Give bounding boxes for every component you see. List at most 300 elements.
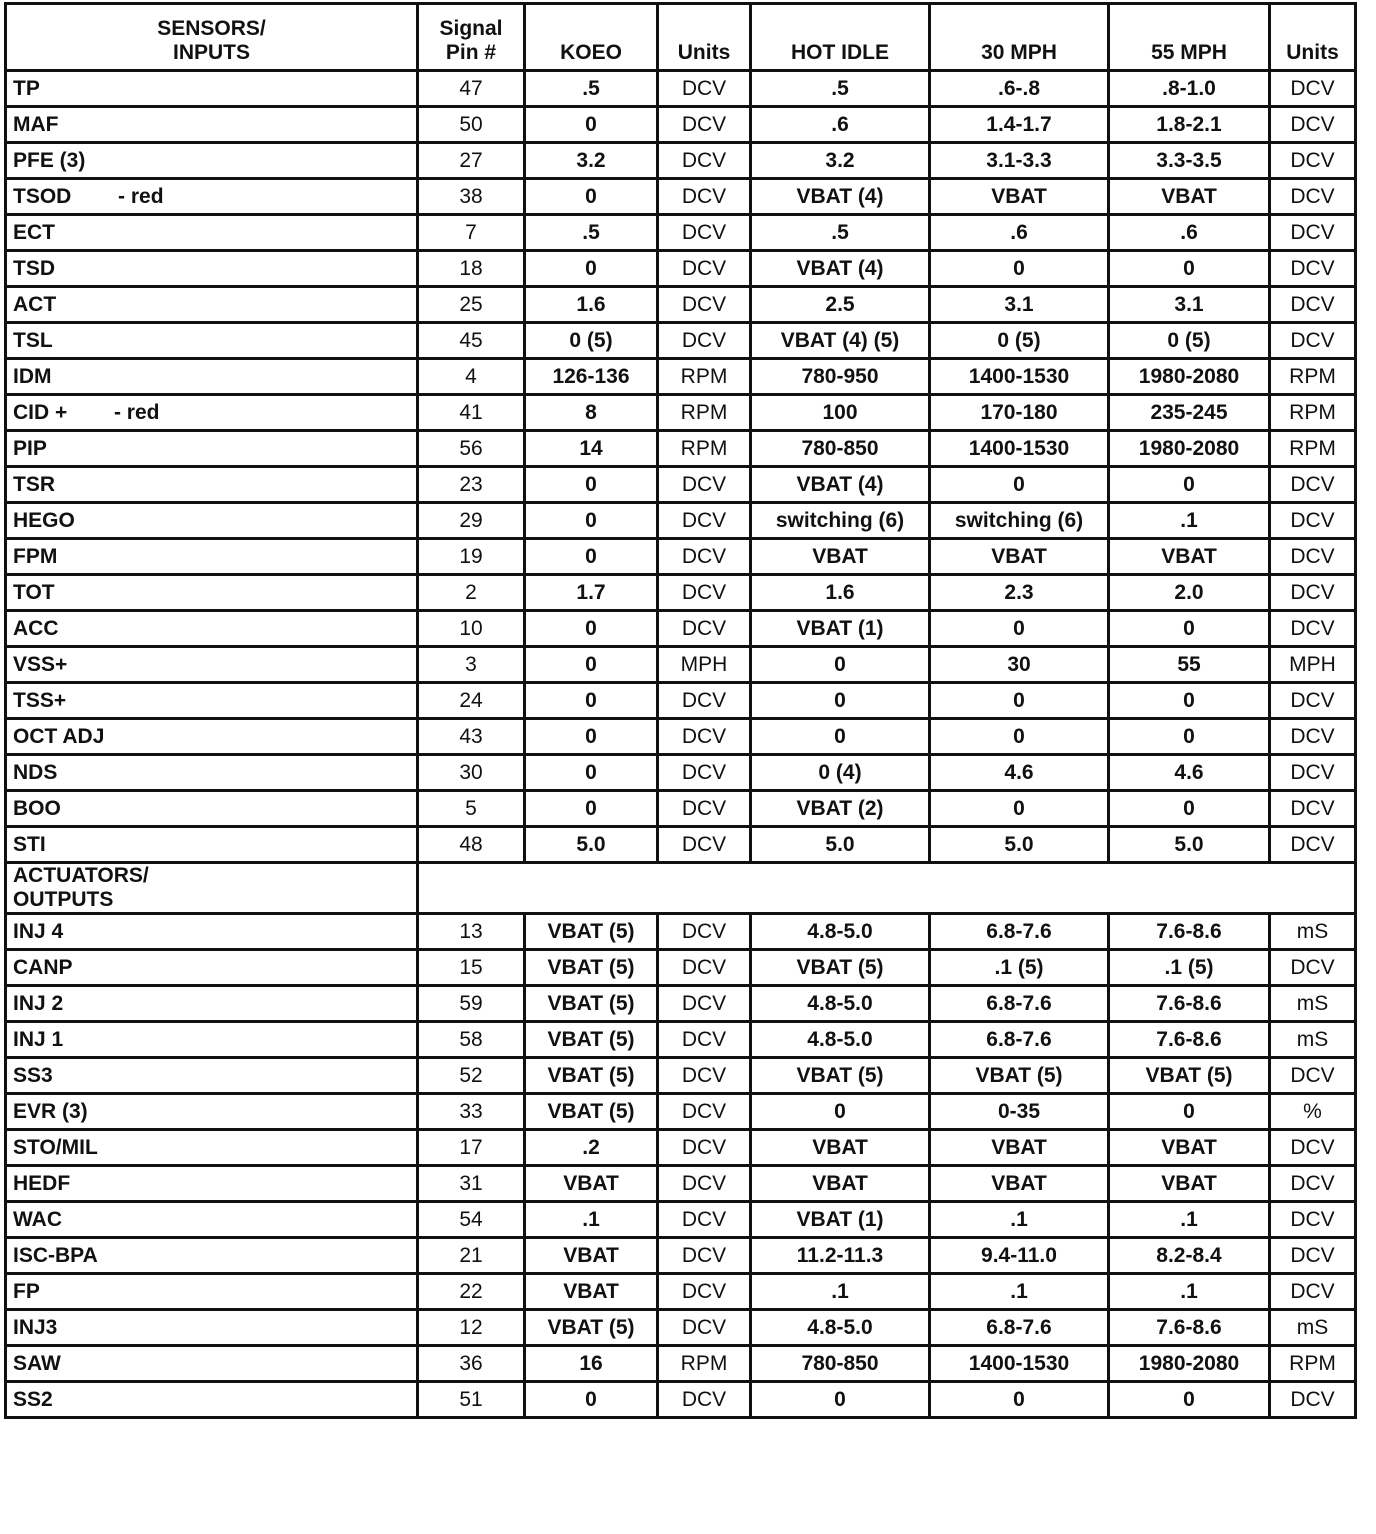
row-name: INJ 2 [6,986,418,1022]
row-pin: 25 [418,287,525,323]
row-koeo: 0 [525,179,658,215]
row-pin: 12 [418,1310,525,1346]
row-hot-idle: VBAT (4) [751,251,930,287]
row-hot-idle: 4.8-5.0 [751,914,930,950]
table-row [6,1382,1356,1418]
row-30mph: 1400-1530 [930,1346,1109,1382]
row-55mph: VBAT [1109,1166,1270,1202]
row-koeo: VBAT (5) [525,986,658,1022]
row-units2: DCV [1270,611,1356,647]
row-koeo: 0 [525,503,658,539]
table-row [6,71,1356,107]
row-pin: 41 [418,395,525,431]
row-name: CANP [6,950,418,986]
row-30mph: .1 [930,1274,1109,1310]
table-row [6,251,1356,287]
col-sensor-line1: SENSORS/ [157,17,266,40]
table-row [6,755,1356,791]
row-name: IDM [6,359,418,395]
row-hot-idle: VBAT (4) (5) [751,323,930,359]
row-units2: RPM [1270,431,1356,467]
row-koeo: 0 [525,467,658,503]
row-name: PIP [6,431,418,467]
table-row [6,575,1356,611]
row-hot-idle: 4.8-5.0 [751,1022,930,1058]
row-koeo: 0 [525,755,658,791]
table-row [6,986,1356,1022]
row-units2: DCV [1270,143,1356,179]
row-30mph: 0 [930,611,1109,647]
row-name: HEDF [6,1166,418,1202]
row-units2: DCV [1270,683,1356,719]
row-pin: 22 [418,1274,525,1310]
row-55mph: 2.0 [1109,575,1270,611]
row-units1: DCV [658,950,751,986]
row-pin: 2 [418,575,525,611]
row-pin: 31 [418,1166,525,1202]
row-55mph: .1 (5) [1109,950,1270,986]
row-30mph: 0 [930,467,1109,503]
row-55mph: 0 [1109,1094,1270,1130]
row-units1: DCV [658,1382,751,1418]
row-name: CID + - red [6,395,418,431]
row-pin: 10 [418,611,525,647]
row-units2: DCV [1270,1274,1356,1310]
row-55mph: VBAT [1109,179,1270,215]
row-koeo: VBAT [525,1166,658,1202]
row-30mph: VBAT (5) [930,1058,1109,1094]
row-units2: DCV [1270,1238,1356,1274]
row-55mph: 0 [1109,683,1270,719]
row-55mph: .1 [1109,1202,1270,1238]
row-units2: DCV [1270,755,1356,791]
row-hot-idle: switching (6) [751,503,930,539]
row-pin: 50 [418,107,525,143]
row-55mph: 0 [1109,611,1270,647]
table-row [6,1346,1356,1382]
row-koeo: VBAT (5) [525,1310,658,1346]
row-koeo: .1 [525,1202,658,1238]
row-units1: DCV [658,986,751,1022]
outputs-heading-line1: ACTUATORS/ [13,864,149,887]
row-name: VSS+ [6,647,418,683]
row-koeo: 8 [525,395,658,431]
row-name: TOT [6,575,418,611]
row-units2: DCV [1270,323,1356,359]
row-units2: DCV [1270,251,1356,287]
row-30mph: 0 [930,1382,1109,1418]
row-30mph: 170-180 [930,395,1109,431]
header-row [6,4,1356,71]
row-55mph: .8-1.0 [1109,71,1270,107]
row-30mph: .1 [930,1202,1109,1238]
row-pin: 43 [418,719,525,755]
inputs-section [6,71,1356,863]
row-30mph: .6 [930,215,1109,251]
row-units2: RPM [1270,1346,1356,1382]
row-30mph: VBAT [930,179,1109,215]
row-koeo: .5 [525,215,658,251]
table-row [6,914,1356,950]
row-units2: % [1270,1094,1356,1130]
row-pin: 59 [418,986,525,1022]
row-30mph: 6.8-7.6 [930,914,1109,950]
row-30mph: .1 (5) [930,950,1109,986]
row-30mph: 1400-1530 [930,431,1109,467]
table-row [6,539,1356,575]
row-pin: 7 [418,215,525,251]
row-name: TSL [6,323,418,359]
row-pin: 45 [418,323,525,359]
row-koeo: VBAT (5) [525,950,658,986]
row-units1: DCV [658,1058,751,1094]
row-55mph: 235-245 [1109,395,1270,431]
row-55mph: 5.0 [1109,827,1270,863]
row-units1: RPM [658,395,751,431]
row-koeo: VBAT (5) [525,1022,658,1058]
row-units2: mS [1270,914,1356,950]
col-55mph-header: 55 MPH [1109,4,1270,71]
row-hot-idle: 0 [751,719,930,755]
row-30mph: 3.1 [930,287,1109,323]
row-hot-idle: .5 [751,71,930,107]
row-name: OCT ADJ [6,719,418,755]
row-hot-idle: .5 [751,215,930,251]
row-units1: DCV [658,1310,751,1346]
row-30mph: 0 [930,791,1109,827]
row-30mph: switching (6) [930,503,1109,539]
row-hot-idle: VBAT (2) [751,791,930,827]
row-55mph: 1.8-2.1 [1109,107,1270,143]
table-row [6,359,1356,395]
row-pin: 56 [418,431,525,467]
row-30mph: 6.8-7.6 [930,986,1109,1022]
row-units1: DCV [658,611,751,647]
table-row [6,1022,1356,1058]
row-name: HEGO [6,503,418,539]
row-units1: DCV [658,107,751,143]
row-name: INJ 1 [6,1022,418,1058]
row-55mph: VBAT (5) [1109,1058,1270,1094]
row-units2: DCV [1270,1202,1356,1238]
row-units1: DCV [658,683,751,719]
row-koeo: 0 [525,647,658,683]
row-units1: DCV [658,1130,751,1166]
row-units1: DCV [658,1094,751,1130]
row-koeo: VBAT [525,1238,658,1274]
row-hot-idle: VBAT (4) [751,467,930,503]
table-row [6,1058,1356,1094]
row-30mph: 0 [930,719,1109,755]
col-hot-idle-header: HOT IDLE [751,4,930,71]
row-name: INJ3 [6,1310,418,1346]
row-units1: DCV [658,215,751,251]
row-name: ISC-BPA [6,1238,418,1274]
col-30mph-header: 30 MPH [930,4,1109,71]
row-units2: mS [1270,986,1356,1022]
row-pin: 58 [418,1022,525,1058]
row-units1: DCV [658,71,751,107]
row-koeo: 0 [525,251,658,287]
row-name: FPM [6,539,418,575]
table-row [6,323,1356,359]
row-units2: DCV [1270,1130,1356,1166]
row-koeo: 14 [525,431,658,467]
row-55mph: 7.6-8.6 [1109,1310,1270,1346]
row-hot-idle: 780-850 [751,431,930,467]
row-hot-idle: VBAT (5) [751,1058,930,1094]
row-units1: DCV [658,323,751,359]
row-name: ECT [6,215,418,251]
row-koeo: 126-136 [525,359,658,395]
row-55mph: 0 [1109,791,1270,827]
col-pin-header [418,4,525,71]
row-pin: 21 [418,1238,525,1274]
table-row [6,431,1356,467]
outputs-heading-row [6,863,1356,914]
row-koeo: VBAT [525,1274,658,1310]
row-name: SS3 [6,1058,418,1094]
row-units1: MPH [658,647,751,683]
row-units2: mS [1270,1310,1356,1346]
row-name: SS2 [6,1382,418,1418]
row-units2: DCV [1270,503,1356,539]
row-hot-idle: 4.8-5.0 [751,986,930,1022]
table-row [6,1310,1356,1346]
row-units1: DCV [658,1274,751,1310]
row-30mph: 0 (5) [930,323,1109,359]
row-hot-idle: VBAT [751,1130,930,1166]
row-koeo: VBAT (5) [525,914,658,950]
row-name: TSOD - red [6,179,418,215]
row-units1: DCV [658,575,751,611]
row-units2: DCV [1270,575,1356,611]
row-koeo: 0 [525,683,658,719]
table-row [6,1274,1356,1310]
row-hot-idle: 5.0 [751,827,930,863]
row-units2: DCV [1270,791,1356,827]
row-pin: 54 [418,1202,525,1238]
row-koeo: 16 [525,1346,658,1382]
row-hot-idle: 1.6 [751,575,930,611]
row-units2: MPH [1270,647,1356,683]
table-row [6,179,1356,215]
row-koeo: .2 [525,1130,658,1166]
row-name: PFE (3) [6,143,418,179]
row-hot-idle: VBAT [751,539,930,575]
row-pin: 29 [418,503,525,539]
table-row [6,503,1356,539]
row-55mph: .1 [1109,503,1270,539]
row-pin: 24 [418,683,525,719]
row-30mph: 1400-1530 [930,359,1109,395]
row-hot-idle: 11.2-11.3 [751,1238,930,1274]
row-hot-idle: 4.8-5.0 [751,1310,930,1346]
row-name: STO/MIL [6,1130,418,1166]
table-row [6,1130,1356,1166]
row-pin: 52 [418,1058,525,1094]
row-hot-idle: 0 [751,683,930,719]
row-units2: DCV [1270,827,1356,863]
row-units2: DCV [1270,719,1356,755]
row-55mph: 1980-2080 [1109,359,1270,395]
row-30mph: VBAT [930,1166,1109,1202]
row-units1: RPM [658,1346,751,1382]
table-row [6,1166,1356,1202]
col-pin-line1: Signal [439,17,503,40]
row-name: STI [6,827,418,863]
row-hot-idle: .6 [751,107,930,143]
row-pin: 30 [418,755,525,791]
table-row [6,827,1356,863]
row-30mph: 0 [930,251,1109,287]
row-units2: DCV [1270,1382,1356,1418]
row-units1: DCV [658,1166,751,1202]
row-units2: DCV [1270,107,1356,143]
row-units1: DCV [658,503,751,539]
row-hot-idle: .1 [751,1274,930,1310]
row-55mph: 8.2-8.4 [1109,1238,1270,1274]
col-koeo-header: KOEO [525,4,658,71]
diagnostic-values-table [4,2,1357,1419]
table-row [6,395,1356,431]
row-30mph: 3.1-3.3 [930,143,1109,179]
outputs-heading-line2: OUTPUTS [13,888,114,911]
row-units1: RPM [658,359,751,395]
row-pin: 4 [418,359,525,395]
row-pin: 51 [418,1382,525,1418]
row-units1: DCV [658,755,751,791]
row-pin: 36 [418,1346,525,1382]
row-koeo: 0 [525,719,658,755]
row-koeo: 0 [525,1382,658,1418]
table-row [6,611,1356,647]
row-55mph: 1980-2080 [1109,431,1270,467]
row-units2: DCV [1270,215,1356,251]
row-55mph: 55 [1109,647,1270,683]
row-hot-idle: 0 [751,1094,930,1130]
row-koeo: .5 [525,71,658,107]
row-pin: 17 [418,1130,525,1166]
row-units1: DCV [658,251,751,287]
row-30mph: 9.4-11.0 [930,1238,1109,1274]
row-units2: DCV [1270,467,1356,503]
row-hot-idle: 100 [751,395,930,431]
row-name: TP [6,71,418,107]
row-hot-idle: 0 [751,1382,930,1418]
row-name: INJ 4 [6,914,418,950]
table-row [6,950,1356,986]
row-30mph: 30 [930,647,1109,683]
row-name: TSR [6,467,418,503]
row-units1: DCV [658,467,751,503]
row-hot-idle: 3.2 [751,143,930,179]
row-units2: DCV [1270,539,1356,575]
table-row [6,1238,1356,1274]
col-units1-header: Units [658,4,751,71]
row-name: FP [6,1274,418,1310]
row-units2: DCV [1270,1058,1356,1094]
table-row [6,719,1356,755]
row-55mph: 1980-2080 [1109,1346,1270,1382]
row-hot-idle: VBAT (1) [751,1202,930,1238]
row-hot-idle: VBAT (1) [751,611,930,647]
row-units1: DCV [658,791,751,827]
row-pin: 3 [418,647,525,683]
row-units1: RPM [658,431,751,467]
row-30mph: 1.4-1.7 [930,107,1109,143]
row-55mph: 7.6-8.6 [1109,914,1270,950]
row-name: ACC [6,611,418,647]
row-units1: DCV [658,287,751,323]
row-hot-idle: 0 [751,647,930,683]
row-hot-idle: VBAT [751,1166,930,1202]
row-30mph: 6.8-7.6 [930,1022,1109,1058]
row-55mph: 4.6 [1109,755,1270,791]
row-30mph: 4.6 [930,755,1109,791]
row-pin: 18 [418,251,525,287]
row-55mph: 0 [1109,251,1270,287]
outputs-section [6,914,1356,1418]
row-30mph: VBAT [930,1130,1109,1166]
row-name: TSS+ [6,683,418,719]
row-units1: DCV [658,1022,751,1058]
row-hot-idle: 0 (4) [751,755,930,791]
row-55mph: VBAT [1109,1130,1270,1166]
row-units2: RPM [1270,395,1356,431]
row-koeo: VBAT (5) [525,1094,658,1130]
row-55mph: 0 [1109,467,1270,503]
row-55mph: 7.6-8.6 [1109,1022,1270,1058]
table-row [6,791,1356,827]
row-koeo: 5.0 [525,827,658,863]
row-koeo: VBAT (5) [525,1058,658,1094]
row-koeo: 0 [525,107,658,143]
row-30mph: VBAT [930,539,1109,575]
row-units2: DCV [1270,287,1356,323]
row-30mph: .6-.8 [930,71,1109,107]
table-row [6,1094,1356,1130]
row-pin: 47 [418,71,525,107]
row-koeo: 3.2 [525,143,658,179]
row-30mph: 0-35 [930,1094,1109,1130]
row-55mph: 3.1 [1109,287,1270,323]
row-name: BOO [6,791,418,827]
row-pin: 5 [418,791,525,827]
table-row [6,107,1356,143]
row-pin: 13 [418,914,525,950]
row-units1: DCV [658,1202,751,1238]
row-koeo: 0 (5) [525,323,658,359]
col-pin-line2: Pin # [445,41,497,64]
row-30mph: 6.8-7.6 [930,1310,1109,1346]
row-units1: DCV [658,827,751,863]
row-koeo: 0 [525,611,658,647]
row-name: WAC [6,1202,418,1238]
row-hot-idle: 780-850 [751,1346,930,1382]
row-55mph: 0 (5) [1109,323,1270,359]
row-name: EVR (3) [6,1094,418,1130]
row-hot-idle: VBAT (5) [751,950,930,986]
row-koeo: 1.6 [525,287,658,323]
row-units2: DCV [1270,71,1356,107]
row-pin: 27 [418,143,525,179]
row-hot-idle: VBAT (4) [751,179,930,215]
table-row [6,467,1356,503]
row-units1: DCV [658,539,751,575]
row-units1: DCV [658,914,751,950]
row-pin: 38 [418,179,525,215]
